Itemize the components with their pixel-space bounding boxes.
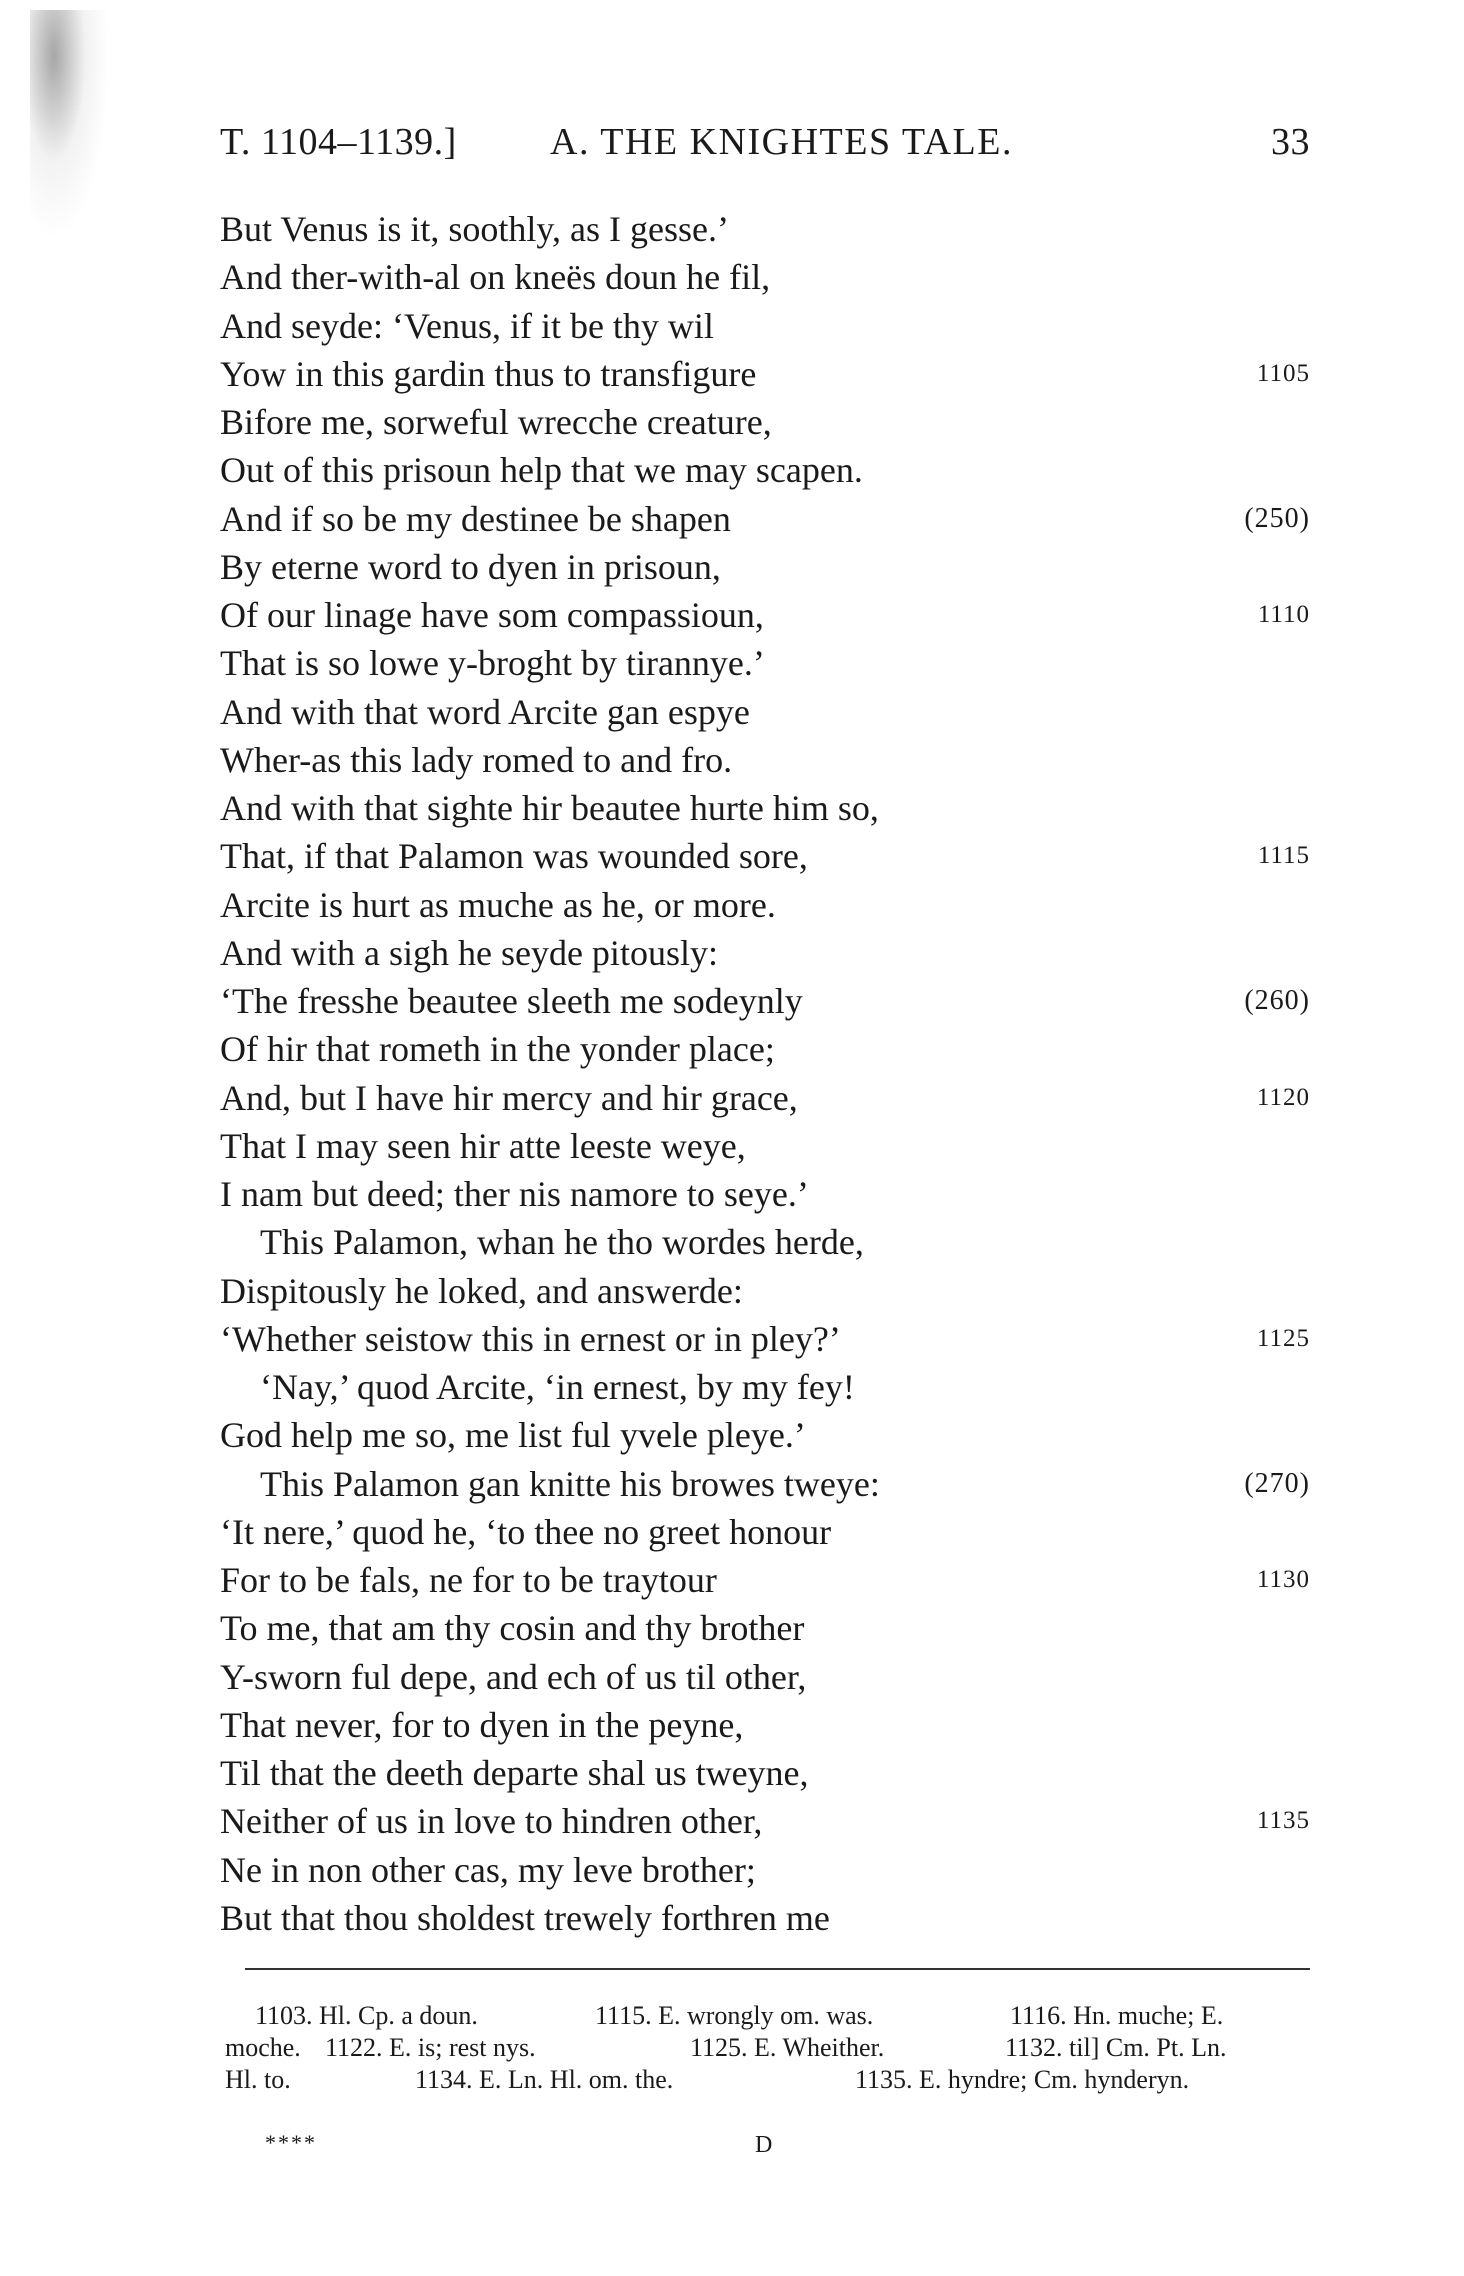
- poem-body: [220, 205, 1310, 1942]
- verse-line: [220, 639, 1310, 687]
- verse-line: [220, 1460, 1310, 1508]
- verse-line: [220, 977, 1310, 1025]
- footnotes: [225, 2000, 1315, 2096]
- verse-text: God help me so, me list ful yvele pleye.’: [220, 1415, 806, 1456]
- verse-line: [220, 1363, 1310, 1411]
- verse-line: [220, 832, 1310, 880]
- verse-line: [220, 302, 1310, 350]
- verse-line: [220, 1797, 1310, 1845]
- verse-text: And with a sigh he seyde pitously:: [220, 932, 718, 973]
- footnote-entry: Hl. to.: [225, 2065, 291, 2094]
- verse-line: [220, 1701, 1310, 1749]
- line-number: (250): [1244, 502, 1310, 534]
- verse-text: For to be fals, ne for to be traytour: [220, 1560, 717, 1600]
- verse-text: Arcite is hurt as muche as he, or more.: [220, 884, 776, 925]
- footnote-entry: 1134. E. Ln. Hl. om. the.: [415, 2065, 674, 2094]
- verse-text: Of hir that rometh in the yonder place;: [220, 1029, 775, 1070]
- verse-text: To me, that am thy cosin and thy brother: [220, 1608, 805, 1649]
- line-number: 1115: [1257, 842, 1310, 870]
- verse-line: [220, 1411, 1310, 1459]
- footnote-entry: 1115. E. wrongly om. was.: [595, 2001, 874, 2030]
- verse-line: [220, 1122, 1310, 1170]
- verse-text: And with that sighte hir beautee hurte him so,: [220, 788, 879, 828]
- verse-text: But that thou sholdest trewely forthren me: [220, 1897, 830, 1938]
- verse-text: But Venus is it, soothly, as I gesse.’: [220, 209, 729, 249]
- footnote-divider: [245, 1968, 1310, 1970]
- verse-line: [220, 688, 1310, 736]
- verse-text: Yow in this gardin thus to transfigure: [220, 353, 757, 394]
- verse-line: [220, 446, 1310, 494]
- verse-line: [220, 929, 1310, 977]
- verse-text: ‘Whether seistow this in ernest or in pley?’: [220, 1318, 841, 1359]
- verse-line: [220, 784, 1310, 832]
- verse-text: And with that word Arcite gan espye: [220, 691, 750, 732]
- verse-text: And, but I have hir mercy and hir grace,: [220, 1077, 798, 1118]
- verse-line: [220, 1556, 1310, 1604]
- verse-text: I nam but deed; ther nis namore to seye.’: [220, 1174, 809, 1214]
- verse-text: That, if that Palamon was wounded sore,: [220, 836, 808, 877]
- verse-line: [220, 881, 1310, 929]
- line-number: 1120: [1256, 1083, 1310, 1111]
- verse-text: That never, for to dyen in the peyne,: [220, 1704, 744, 1745]
- verse-line: [220, 205, 1310, 253]
- signature-letter: D: [755, 2132, 773, 2158]
- verse-text: That is so lowe y-broght by tirannye.’: [220, 643, 765, 684]
- verse-line: [220, 1846, 1310, 1894]
- line-number: 1130: [1256, 1566, 1310, 1593]
- verse-text: This Palamon, whan he tho wordes herde,: [260, 1222, 864, 1263]
- verse-line: [220, 1894, 1310, 1942]
- header-title: A. THE KNIGHTES TALE.: [550, 121, 1013, 163]
- verse-line: [220, 1508, 1310, 1556]
- verse-text: Y-sworn ful depe, and ech of us til other,: [220, 1656, 807, 1697]
- verse-line: [220, 1170, 1310, 1218]
- verse-text: Ne in non other cas, my leve brother;: [220, 1849, 756, 1890]
- verse-line: [220, 350, 1310, 398]
- verse-text: Out of this prisoun help that we may scapen.: [220, 450, 863, 491]
- line-number: 1125: [1256, 1324, 1310, 1352]
- footnote-line: [225, 2064, 1315, 2096]
- verse-text: ‘It nere,’ quod he, ‘to thee no greet honour: [220, 1511, 832, 1552]
- signature-mark: ****: [265, 2130, 317, 2155]
- footnote-entry: 1122. E. is; rest nys.: [325, 2033, 536, 2062]
- verse-text: Wher-as this lady romed to and fro.: [220, 739, 733, 780]
- verse-text: Dispitously he loked, and answerde:: [220, 1270, 743, 1311]
- verse-text: Of our linage have som compassioun,: [220, 595, 764, 635]
- verse-line: [220, 1604, 1310, 1652]
- verse-line: [220, 543, 1310, 591]
- verse-line: [220, 1218, 1310, 1266]
- footnote-entry: 1103. Hl. Cp. a doun.: [255, 2001, 478, 2030]
- line-number: 1110: [1257, 601, 1310, 628]
- footnote-entry: 1135. E. hyndre; Cm. hynderyn.: [855, 2065, 1190, 2094]
- verse-text: Bifore me, sorweful wrecche creature,: [220, 402, 772, 442]
- page-number: 33: [1271, 121, 1310, 163]
- verse-line: [220, 591, 1310, 639]
- verse-text: ‘Nay,’ quod Arcite, ‘in ernest, by my fey!: [260, 1367, 855, 1407]
- verse-line: [220, 1653, 1310, 1701]
- verse-text: By eterne word to dyen in prisoun,: [220, 546, 721, 587]
- verse-line: [220, 736, 1310, 784]
- line-number: 1105: [1256, 359, 1310, 387]
- verse-text: That I may seen hir atte leeste weye,: [220, 1125, 746, 1166]
- verse-line: [220, 1074, 1310, 1122]
- footnote-entry: 1125. E. Wheither.: [690, 2033, 885, 2062]
- verse-line: [220, 1267, 1310, 1315]
- verse-line: [220, 1025, 1310, 1073]
- footnote-line: [225, 2000, 1315, 2032]
- verse-text: And if so be my destinee be shapen: [220, 498, 731, 539]
- verse-line: [220, 1749, 1310, 1797]
- verse-text: This Palamon gan knitte his browes tweye:: [260, 1463, 880, 1504]
- page-smudge: [30, 10, 110, 240]
- verse-text: Neither of us in love to hindren other,: [220, 1801, 763, 1842]
- header-line-range: T. 1104–1139.]: [220, 121, 457, 163]
- verse-line: [220, 495, 1310, 543]
- line-number: (260): [1244, 985, 1310, 1016]
- verse-line: [220, 1315, 1310, 1363]
- verse-text: And seyde: ‘Venus, if it be thy wil: [220, 305, 714, 346]
- verse-line: [220, 398, 1310, 446]
- verse-line: [220, 253, 1310, 301]
- line-number: 1135: [1256, 1807, 1310, 1835]
- verse-text: ‘The fresshe beautee sleeth me sodeynly: [220, 981, 803, 1021]
- verse-text: And ther-with-al on kneës doun he fil,: [220, 257, 771, 298]
- footnote-entry: 1116. Hn. muche; E.: [1010, 2001, 1224, 2030]
- line-number: (270): [1244, 1467, 1310, 1499]
- running-header: [220, 120, 1310, 180]
- footnote-entry: moche.: [225, 2033, 301, 2062]
- verse-text: Til that the deeth departe shal us tweyne,: [220, 1753, 809, 1793]
- footnote-line: [225, 2032, 1315, 2064]
- footnote-entry: 1132. til] Cm. Pt. Ln.: [1005, 2033, 1227, 2062]
